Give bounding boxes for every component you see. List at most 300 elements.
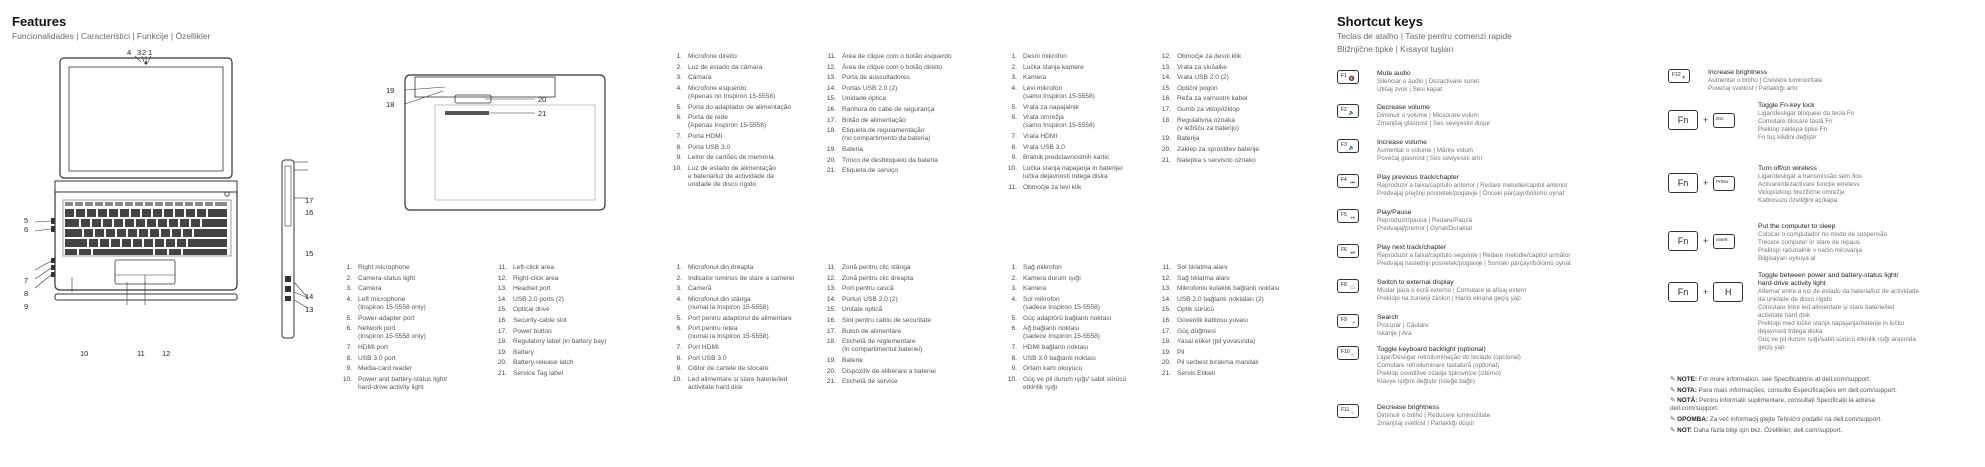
list-item: [822, 317, 982, 325]
list-item-number: 14.: [1161, 295, 1171, 303]
list-item: [338, 365, 488, 373]
list-item-text: Yasal etiket (pil yuvasında): [1177, 338, 1256, 346]
list-item: [1157, 106, 1312, 114]
list-item-text: Območje za levi klik: [1023, 183, 1082, 191]
list-item-number: 17.: [1161, 105, 1171, 113]
list-item: [1157, 275, 1317, 283]
list-item-text: Security-cable slot: [513, 316, 567, 324]
list-item-text: Botão de alimentação: [842, 116, 906, 124]
note-item: [1670, 376, 1871, 384]
list-item: [668, 154, 818, 162]
list-item-text: Port USB 3.0: [688, 354, 727, 362]
function-key: [1337, 314, 1359, 328]
list-item-number: 7.: [1011, 343, 1017, 351]
list-item-text: Kamera: [1023, 285, 1047, 293]
shortcut-row: [1668, 272, 1919, 352]
shortcut-row: [1337, 244, 1571, 268]
list-portuguese-1: [668, 53, 818, 192]
list-item-text: Vrata za slušalke: [1177, 63, 1227, 71]
list-item-number: 5.: [676, 314, 682, 322]
list-item-number: 13.: [826, 74, 836, 82]
list-item-number: 5.: [1011, 103, 1017, 111]
list-item-number: 11.: [498, 264, 507, 271]
list-item-number: 1.: [676, 53, 682, 60]
callout-7: 7: [24, 276, 29, 285]
list-item-number: 18.: [826, 338, 836, 346]
shortcut-keys-title: Shortcut keys: [1337, 14, 1423, 29]
list-item-text: Left-click area: [513, 264, 555, 271]
list-item-number: 19.: [826, 356, 836, 364]
list-item-number: 6.: [676, 325, 682, 333]
shortcut-row: [1337, 279, 1526, 303]
list-item-text: Pil: [1177, 348, 1185, 356]
list-item-text: Porta do adaptador de alimentação: [688, 103, 792, 111]
list-item: [668, 275, 818, 283]
shortcut-translations: Colocar o computador no modo de suspensão Trecere computer în stare de repaus Preklopi računalnik v način mirovanja Bilgisayarı uykuya al: [1758, 231, 1888, 262]
list-item-text: Zaklep za sprostitev baterije: [1177, 145, 1260, 153]
shortcut-heading: Decrease volume: [1377, 104, 1430, 111]
list-item-text: Güvenlik kablosu yuvası: [1177, 316, 1249, 324]
list-item: [1157, 74, 1312, 82]
key-icon: ⏯: [1350, 215, 1355, 221]
shortcut-heading: Decrease brightness: [1377, 404, 1440, 411]
list-item-number: 3.: [676, 74, 682, 82]
function-key: [1337, 404, 1359, 418]
callout-4: 4: [127, 48, 132, 57]
list-item: [1157, 359, 1317, 367]
callout-5: 5: [24, 216, 29, 225]
list-item-text: Câmara: [688, 74, 712, 82]
list-item-number: 16.: [1161, 316, 1171, 324]
list-item-number: 19.: [1161, 348, 1171, 356]
list-item-number: 5.: [676, 103, 682, 111]
list-item: [1003, 85, 1153, 101]
list-item: [668, 114, 818, 130]
shortcut-heading: Play next track/chapter: [1377, 244, 1447, 251]
list-item: [668, 325, 818, 341]
list-item-text: Slot pentru cablu de securitate: [842, 316, 932, 324]
function-key: [1337, 279, 1359, 293]
list-item-number: 10.: [672, 164, 682, 172]
key-combination: [1668, 110, 1758, 130]
list-item-text: Service Tag label: [513, 369, 564, 377]
key-combination: [1668, 173, 1758, 193]
list-item: [822, 275, 982, 283]
list-item-number: 10.: [1007, 375, 1017, 383]
list-item-number: 13.: [826, 285, 836, 293]
list-item-number: 7.: [676, 132, 682, 140]
list-item: [822, 378, 982, 386]
list-item: [493, 306, 653, 314]
list-item-number: 3.: [1011, 285, 1017, 293]
shortcut-translations: Ligar/desligar bloqueio da tecla Fn Comutare blocare tastă Fn Preklop zaklepa tipke Fn Fn tuş kilidini değiştir: [1758, 110, 1855, 141]
shortcut-translations: Procurar | Căutare Iskanje | Ara: [1377, 322, 1429, 337]
list-item-number: 21.: [1161, 369, 1171, 377]
list-item: [1003, 315, 1153, 323]
list-item-text: Güç ve pil durum ışığı/ sabit sürücü etkinlik ışığı: [1023, 375, 1127, 391]
shortcut-heading: Search: [1377, 314, 1399, 321]
list-english-2: [493, 264, 653, 381]
note-item: [1670, 397, 1875, 413]
list-item: [493, 296, 653, 304]
key-combination: [1668, 231, 1758, 251]
callout-17: 17: [305, 196, 314, 205]
list-item-number: 11.: [1162, 264, 1171, 271]
key-label: F1: [1341, 73, 1347, 79]
list-item-text: Ortam kartı okuyucu: [1023, 365, 1083, 373]
list-item: [822, 127, 982, 143]
list-item: [822, 285, 982, 293]
function-key: [1337, 70, 1359, 84]
callout-14: 14: [305, 292, 314, 301]
list-item-text: Right microphone: [358, 264, 410, 271]
list-item: [493, 370, 653, 378]
list-item: [668, 53, 818, 61]
list-item-number: 3.: [1011, 74, 1017, 82]
list-item: [338, 325, 488, 341]
key-label: F12: [1672, 72, 1681, 78]
list-item: [338, 344, 488, 352]
list-item-text: Servis Etiketi: [1177, 369, 1216, 377]
list-item: [822, 328, 982, 336]
list-item-text: Porta HDMI: [688, 132, 723, 140]
note-label: NOTE:: [1677, 376, 1698, 383]
list-item-number: 20.: [826, 156, 836, 164]
shortcut-heading: Toggle Fn-key lock: [1758, 102, 1815, 109]
key-label: F6: [1341, 247, 1347, 253]
list-item-text: Camera-status light: [358, 274, 416, 282]
list-item-number: 6.: [1011, 114, 1017, 122]
key-icon: ▭: [1350, 285, 1355, 291]
list-item-number: 15.: [826, 306, 836, 314]
list-item: [1157, 349, 1317, 357]
list-item-text: Ağ bağlantı noktası (sadece Inspiron 15-5558): [1023, 325, 1100, 341]
list-item-text: Etiqueta de regulamentação (no compartimento da bateria): [842, 127, 931, 143]
list-item: [1003, 365, 1153, 373]
function-key: [1337, 104, 1359, 118]
shortcut-translations: Diminuir o volume | Micșorare volum Zmanjšaj glasnost | Ses seviyesini duşur: [1377, 112, 1491, 127]
combo-key: [1713, 234, 1735, 249]
list-item-text: Optični pogon: [1177, 84, 1218, 92]
list-item-number: 20.: [1161, 359, 1171, 367]
list-item-text: Regulatory label (in battery bay): [513, 338, 607, 346]
list-item: [822, 306, 982, 314]
shortcut-row: [1337, 346, 1521, 386]
list-item-number: 13.: [497, 285, 507, 293]
list-item: [668, 355, 818, 363]
shortcut-row: [1668, 102, 1854, 142]
list-item-text: Power button: [513, 327, 552, 335]
list-item: [338, 275, 488, 283]
key-label: F9: [1341, 317, 1347, 323]
list-item-text: Nalepka s servisno oznako: [1177, 156, 1256, 164]
callout-20: 20: [538, 95, 547, 104]
list-item-text: Območje za desni klik: [1177, 53, 1242, 60]
list-item: [1157, 317, 1317, 325]
shortcut-row: [1337, 404, 1490, 428]
shortcut-row: [1337, 139, 1483, 163]
list-item-number: 19.: [1161, 135, 1171, 143]
list-item-text: Camera: [358, 285, 382, 293]
list-item-text: Lučka stanja kamere: [1023, 63, 1084, 71]
shortcut-translations: Ligar/desligar a transmissão sem fios Activare/dezactivare funcție wireless Vklop/izklop brezžične omrežje Kablosuzu özelliğini aç/kapa: [1758, 173, 1862, 204]
list-item-number: 1.: [676, 264, 682, 271]
list-item-number: 2.: [1011, 274, 1017, 282]
shortcut-heading: Increase brightness: [1708, 69, 1768, 76]
list-item-text: Port HDMI: [688, 343, 719, 351]
callout-15: 15: [305, 249, 314, 258]
list-item: [822, 53, 982, 61]
list-item-text: Buton de alimentare: [842, 327, 902, 335]
list-item-text: Led alimentare și stare baterie/led activitate hard disk: [688, 375, 788, 391]
list-item-text: Etichetă de service: [842, 378, 898, 386]
callout-9: 9: [24, 302, 29, 311]
list-item-text: Desni mikrofon: [1023, 53, 1067, 60]
list-item: [338, 315, 488, 323]
list-item: [822, 64, 982, 72]
list-item: [1003, 154, 1153, 162]
list-item-number: 19.: [826, 145, 836, 153]
list-item-number: 17.: [497, 327, 507, 335]
list-item: [1157, 306, 1317, 314]
list-item-number: 18.: [826, 127, 836, 135]
note-item: [1670, 416, 1882, 424]
list-item: [668, 74, 818, 82]
note-item: [1670, 387, 1897, 395]
list-item-number: 1.: [346, 264, 352, 271]
list-item-text: Mikrofonlu kulaklık bağlantı noktası: [1177, 285, 1280, 293]
plus-icon: +: [1703, 178, 1709, 188]
list-item-text: HDMI port: [358, 343, 389, 351]
list-item-number: 14.: [826, 295, 836, 303]
list-item: [1003, 344, 1153, 352]
list-item-number: 13.: [1161, 63, 1171, 71]
list-item-number: 21.: [1161, 156, 1171, 164]
list-item: [338, 285, 488, 293]
note-text: Daha fazla bilgi için bkz. Özellikler, dell.com/support.: [1692, 426, 1843, 434]
list-item-text: Left microphone (Inspiron 15-5558 only): [358, 295, 426, 311]
function-key: [1337, 244, 1359, 258]
list-item-number: 10.: [1007, 164, 1017, 172]
list-item-number: 1.: [1011, 53, 1017, 60]
list-item-number: 2.: [1011, 63, 1017, 71]
list-item: [822, 117, 982, 125]
list-item-text: Sağ mikrofon: [1023, 264, 1062, 271]
list-item-number: 18.: [1161, 116, 1171, 124]
note-label: OPOMBA:: [1677, 416, 1709, 423]
key-label: Esc: [1716, 115, 1724, 121]
list-item: [668, 264, 818, 272]
key-icon: 🔉: [1348, 110, 1355, 116]
list-item-number: 19.: [497, 348, 507, 356]
list-item: [668, 365, 818, 373]
list-item-number: 9.: [346, 365, 352, 373]
list-item-number: 17.: [826, 116, 836, 124]
list-item-text: Microfone direito: [688, 53, 737, 60]
list-item: [1003, 275, 1153, 283]
shortcut-row: [1337, 70, 1479, 94]
key-combination: [1668, 282, 1758, 302]
list-item: [1157, 157, 1312, 165]
list-item-number: 1.: [1011, 264, 1017, 271]
callout-8: 8: [24, 289, 29, 298]
list-item-number: 17.: [826, 327, 836, 335]
list-item: [1157, 135, 1312, 143]
plus-icon: +: [1703, 115, 1709, 125]
list-item: [1003, 296, 1153, 312]
list-item-text: Kamera: [1023, 74, 1047, 82]
list-item-number: 14.: [497, 295, 507, 303]
callout-10: 10: [80, 349, 89, 358]
shortcut-row: [1668, 69, 1822, 93]
list-item-text: HDMI bağlantı noktası: [1023, 343, 1089, 351]
list-item-text: Pil serbest bırakma mandalı: [1177, 359, 1259, 367]
list-item-text: Sol mikrofon (sadece Inspiron 15-5558): [1023, 295, 1100, 311]
list-item: [822, 338, 982, 354]
list-item-number: 8.: [1011, 143, 1017, 151]
list-item-number: 7.: [1011, 132, 1017, 140]
callout-3: 3: [137, 48, 142, 57]
callout-16: 16: [305, 208, 314, 217]
list-item-text: USB 2.0 bağlantı noktaları (2): [1177, 295, 1264, 303]
key-icon: ☼: [1350, 410, 1355, 416]
list-item-number: 2.: [346, 274, 352, 282]
list-item: [493, 359, 653, 367]
list-item-text: Leitor de cartões de memória: [688, 154, 774, 162]
list-item-number: 12.: [497, 274, 507, 282]
list-item: [1157, 296, 1317, 304]
note-text: Za več informacij glejte Tehnični podatki na dell.com/support.: [1708, 416, 1882, 423]
list-item-text: Regulativna oznaka (v ležišču za baterijo): [1177, 116, 1239, 132]
list-item: [1003, 114, 1153, 130]
list-item-text: Cameră: [688, 285, 712, 293]
list-item-text: Dispozitiv de eliberare a bateriei: [842, 367, 936, 375]
list-slovenian-2: [1157, 53, 1312, 167]
list-item-text: Zonă pentru clic stânga: [842, 264, 911, 271]
list-item-text: Bralnik predstavnostnih kartic: [1023, 154, 1110, 162]
list-item-number: 15.: [1161, 84, 1171, 92]
list-item-text: Trinco de desbloqueio da bateria: [842, 156, 938, 164]
list-item-number: 2.: [676, 274, 682, 282]
list-item: [493, 349, 653, 357]
plus-icon: +: [1703, 287, 1709, 297]
list-item-number: 9.: [676, 154, 682, 162]
shortcut-heading: Turn off/on wireless: [1758, 165, 1817, 172]
callout-12: 12: [162, 349, 171, 358]
list-item: [668, 64, 818, 72]
list-item: [338, 355, 488, 363]
shortcut-row: [1337, 104, 1490, 128]
list-item-text: Levi mikrofon (samo Inspiron 15-5558): [1023, 84, 1095, 100]
list-item: [1157, 85, 1312, 93]
list-item-number: 2.: [676, 63, 682, 71]
list-item: [822, 264, 982, 272]
list-item: [1003, 325, 1153, 341]
list-item: [668, 133, 818, 141]
list-item-text: Right-click area: [513, 274, 559, 282]
list-item: [1157, 117, 1312, 133]
list-item-text: Microfonul din stânga (numai la Inspiron 15-5558): [688, 295, 769, 311]
list-item-number: 14.: [826, 84, 836, 92]
list-item: [338, 296, 488, 312]
list-item: [1003, 104, 1153, 112]
list-item-text: USB 2.0 ports (2): [513, 295, 564, 303]
list-item-text: USB 3.0 bağlantı noktası: [1023, 354, 1096, 362]
key-icon: ⌕: [1352, 320, 1355, 326]
list-item-text: Media-card reader: [358, 365, 412, 373]
list-item-number: 20.: [826, 367, 836, 375]
key-label: F3: [1341, 142, 1347, 148]
list-slovenian-1: [1003, 53, 1153, 194]
key-label: F2: [1341, 107, 1347, 113]
list-item: [493, 328, 653, 336]
list-item-text: Porta de auscultadores: [842, 74, 910, 82]
list-item-text: Portas USB 2.0 (2): [842, 84, 898, 92]
list-item-text: Etichetă de reglementare (în compartimentul bateriei): [842, 338, 923, 354]
list-item-text: Etiqueta de serviço: [842, 167, 899, 175]
list-item-number: 6.: [676, 114, 682, 122]
list-item-number: 12.: [1161, 53, 1171, 60]
note-icon: ✎: [1670, 376, 1678, 383]
list-item: [822, 167, 982, 175]
note-text: Para mais informações, consulte Especificações em dell.com/support.: [1696, 386, 1897, 394]
list-item-text: Headset port: [513, 285, 551, 293]
list-item-text: Vrata USB 3.0: [1023, 143, 1065, 151]
shortcut-translations: Aumentar o brilho | Creștere luminozitate Povečaj svetlost | Parlaklığı artır: [1708, 77, 1823, 92]
list-item-text: Porta de rede (Apenas Inspiron 15-5558): [688, 114, 767, 130]
list-item-number: 4.: [676, 84, 682, 92]
fn-key: Fn: [1668, 110, 1698, 130]
list-item-number: 20.: [497, 359, 507, 367]
list-item: [493, 264, 653, 272]
note-text: Pentru informații suplimentare, consultați Specificații la adresa dell.com/support.: [1670, 397, 1875, 412]
list-item: [822, 368, 982, 376]
list-item-number: 21.: [826, 378, 836, 386]
callout-18: 18: [386, 100, 395, 109]
key-label: PrtScr: [1716, 178, 1729, 184]
list-item-text: Bateria: [842, 145, 863, 153]
combo-key: H: [1713, 282, 1743, 302]
list-item: [1003, 355, 1153, 363]
list-item-number: 16.: [497, 316, 507, 324]
list-item-text: Cititor de cartele de stocare: [688, 365, 769, 373]
list-item-text: Microfone esquerdo (Apenas no Inspiron 15-5558): [688, 84, 776, 100]
list-item-text: Power-adapter port: [358, 314, 415, 322]
fn-key: Fn: [1668, 173, 1698, 193]
list-item: [1157, 64, 1312, 72]
list-item-number: 7.: [346, 343, 352, 351]
callout-1: 1: [148, 48, 153, 57]
fn-key: Fn: [1668, 282, 1698, 302]
list-item-number: 16.: [1161, 95, 1171, 103]
list-item-text: Optik sürücü: [1177, 306, 1215, 314]
shortcut-row: [1668, 165, 1862, 205]
list-item: [1003, 53, 1153, 61]
list-item: [668, 144, 818, 152]
key-icon: 🔊: [1348, 145, 1355, 151]
key-label: F8: [1341, 282, 1347, 288]
list-item-text: Kamera durum ışığı: [1023, 274, 1081, 282]
list-item-number: 11.: [827, 53, 836, 60]
key-label: F5: [1341, 212, 1347, 218]
key-icon: 🔇: [1348, 76, 1355, 82]
list-item: [668, 315, 818, 323]
list-item-number: 17.: [1161, 327, 1171, 335]
shortcut-translations: Mudar para o ecrã externo | Comutare la afișaj extern Preklopi na zunanji zaslon | Harici ekrana geçiş yap: [1377, 287, 1527, 302]
list-item-text: Optical drive: [513, 306, 550, 314]
shortcut-translations: Alternar entre a luz de estado da bateria/luz de actividade da unidade de disco rígido Comutare între led alimentare și stare baterie/led activitate hard disk Preklopi med lučko stanja napajanja/baterije in lučko dejavnosti trdega diska Güç ve pil durum ışığı/sabit sürücü etkinlik ışığı arasında geçiş yap: [1758, 288, 1920, 351]
list-item-number: 15.: [826, 95, 836, 103]
